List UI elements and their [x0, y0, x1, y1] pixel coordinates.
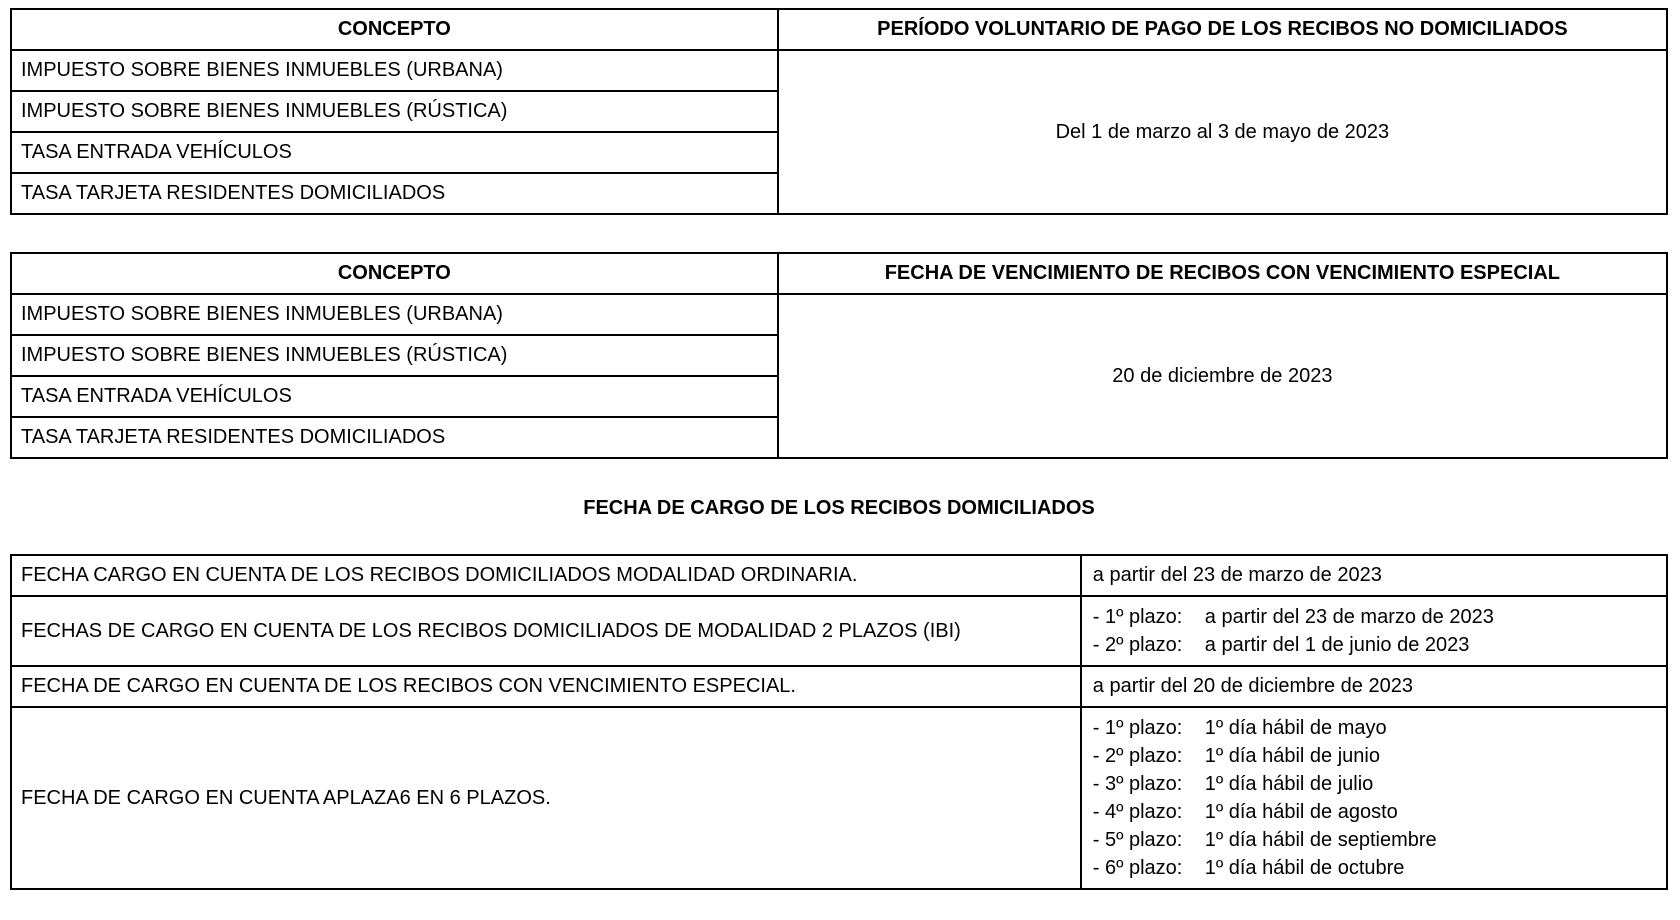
table-row	[11, 666, 1667, 707]
concept-ibi-rustica: IMPUESTO SOBRE BIENES INMUEBLES (RÚSTICA)	[11, 335, 778, 376]
cargo-value-dos-plazos	[1081, 596, 1667, 666]
cargo-concept-aplaza6: FECHA DE CARGO EN CUENTA APLAZA6 EN 6 PLAZOS.	[11, 707, 1081, 889]
concept-tasa-vehiculos: TASA ENTRADA VEHÍCULOS	[11, 132, 778, 173]
plazo-text: 1º día hábil de junio	[1204, 745, 1380, 767]
concept-tasa-residentes: TASA TARJETA RESIDENTES DOMICILIADOS	[11, 417, 778, 458]
concept-tasa-vehiculos: TASA ENTRADA VEHÍCULOS	[11, 376, 778, 417]
plazo-label: - 3º plazo:	[1092, 773, 1183, 795]
plazo-text: 1º día hábil de octubre	[1204, 857, 1405, 879]
plazo-text: a partir del 1 de junio de 2023	[1204, 634, 1470, 656]
plazo-text: 1º día hábil de septiembre	[1204, 829, 1437, 851]
cargo-concept-ordinaria: FECHA CARGO EN CUENTA DE LOS RECIBOS DOMICILIADOS MODALIDAD ORDINARIA.	[11, 555, 1081, 596]
plazo-text: 1º día hábil de mayo	[1204, 717, 1387, 739]
plazo-line	[1093, 631, 1657, 659]
plazo-text: 1º día hábil de agosto	[1204, 801, 1398, 823]
plazo-label: - 5º plazo:	[1092, 829, 1183, 851]
plazo-line	[1093, 714, 1657, 742]
concept-ibi-rustica: IMPUESTO SOBRE BIENES INMUEBLES (RÚSTICA)	[11, 91, 778, 132]
plazo-label: - 2º plazo:	[1092, 745, 1183, 767]
table-row	[11, 294, 1667, 335]
table-vencimiento-especial	[10, 252, 1668, 459]
plazo-text: 1º día hábil de julio	[1204, 773, 1374, 795]
plazo-text: a partir del 23 de marzo de 2023	[1204, 606, 1494, 628]
header-fecha-vencimiento: FECHA DE VENCIMIENTO DE RECIBOS CON VENCIMIENTO ESPECIAL	[778, 253, 1667, 294]
plazo-line	[1093, 603, 1657, 631]
period-value: Del 1 de marzo al 3 de mayo de 2023	[778, 50, 1667, 214]
concept-ibi-urbana: IMPUESTO SOBRE BIENES INMUEBLES (URBANA)	[11, 50, 778, 91]
plazo-label: - 2º plazo:	[1092, 634, 1183, 656]
plazo-line	[1093, 770, 1657, 798]
header-concepto: CONCEPTO	[11, 9, 778, 50]
plazo-line	[1093, 826, 1657, 854]
cargo-value-ordinaria: a partir del 23 de marzo de 2023	[1081, 555, 1667, 596]
plazo-label: - 6º plazo:	[1092, 857, 1183, 879]
plazo-label: - 4º plazo:	[1092, 801, 1183, 823]
plazo-label: - 1º plazo:	[1092, 717, 1183, 739]
cargo-concept-vencimiento-especial: FECHA DE CARGO EN CUENTA DE LOS RECIBOS CON VENCIMIENTO ESPECIAL.	[11, 666, 1081, 707]
concept-tasa-residentes: TASA TARJETA RESIDENTES DOMICILIADOS	[11, 173, 778, 214]
table-fecha-cargo	[10, 554, 1668, 890]
vencimiento-date-value: 20 de diciembre de 2023	[778, 294, 1667, 458]
cargo-concept-dos-plazos: FECHAS DE CARGO EN CUENTA DE LOS RECIBOS DOMICILIADOS DE MODALIDAD 2 PLAZOS (IBI)	[11, 596, 1081, 666]
plazo-line	[1093, 854, 1657, 882]
header-row	[11, 9, 1667, 50]
table-periodo-voluntario	[10, 8, 1668, 215]
concept-ibi-urbana: IMPUESTO SOBRE BIENES INMUEBLES (URBANA)	[11, 294, 778, 335]
header-row	[11, 253, 1667, 294]
cargo-value-vencimiento-especial: a partir del 20 de diciembre de 2023	[1081, 666, 1667, 707]
section-title-fecha-cargo: FECHA DE CARGO DE LOS RECIBOS DOMICILIADOS	[583, 497, 1095, 519]
table-row	[11, 50, 1667, 91]
cargo-value-aplaza6	[1081, 707, 1667, 889]
plazo-line	[1093, 798, 1657, 826]
plazo-line	[1093, 742, 1657, 770]
plazo-label: - 1º plazo:	[1092, 606, 1183, 628]
header-concepto: CONCEPTO	[11, 253, 778, 294]
header-periodo-voluntario: PERÍODO VOLUNTARIO DE PAGO DE LOS RECIBOS NO DOMICILIADOS	[778, 9, 1667, 50]
table-row	[11, 555, 1667, 596]
table-row	[11, 596, 1667, 666]
table-row	[11, 707, 1667, 889]
